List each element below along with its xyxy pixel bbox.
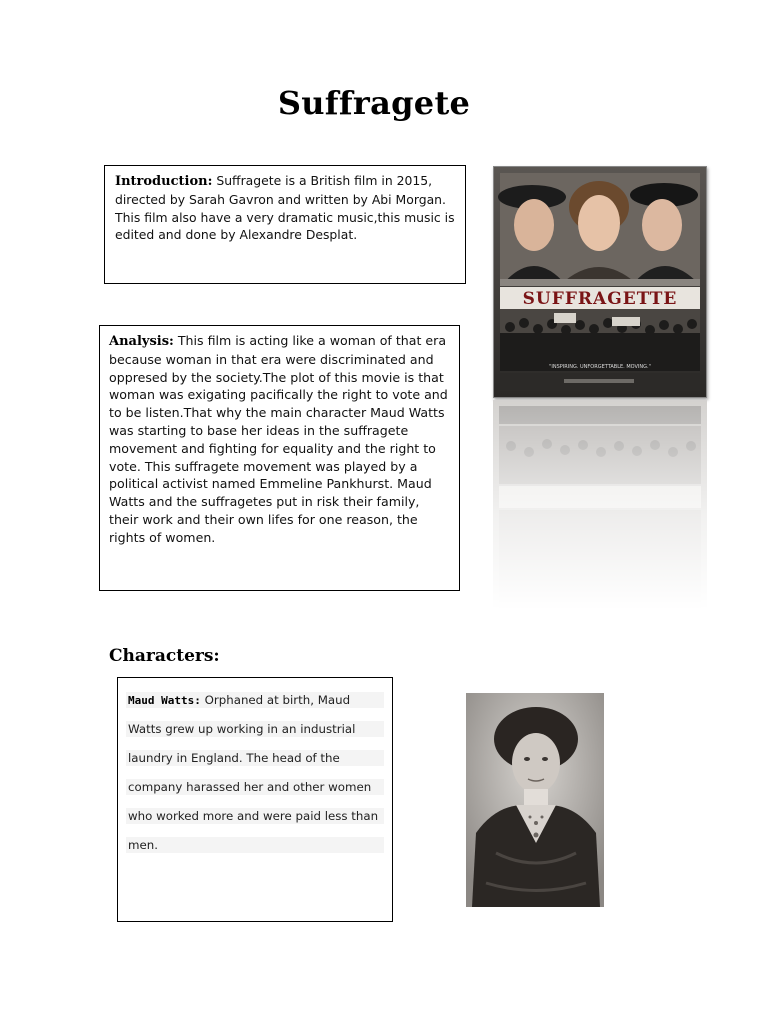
character-name: Maud Watts:: [128, 694, 201, 707]
character-line: who worked more and were paid less than: [126, 808, 384, 824]
poster-title: SUFFRAGETTE: [522, 289, 678, 309]
analysis-label: Analysis:: [109, 334, 174, 349]
analysis-paragraph: [109, 332, 450, 547]
poster-illustration: [494, 167, 706, 397]
portrait-photo: [466, 693, 604, 907]
analysis-text: This film is acting like a woman of that era because woman in that era were discriminated and oppresed by the society.The plot of this movie is that woman was exigating pacifically the right to vote and to be listen.That why the main character Maud Watts was starting to base her ideas in the suffragete movement and fighting for equality and the right to vote. This suffragete movement was played by a political activist named Emmeline Pankhurst. Maud Watts and the suffragetes put in risk their family, their work and their own lifes for one reason, the rights of women.: [109, 333, 448, 545]
character-line: men.: [126, 837, 384, 853]
character-text: Orphaned at birth, Maud: [200, 693, 351, 707]
character-portrait: [466, 693, 604, 907]
movie-poster: [493, 166, 707, 398]
character-box: [117, 677, 393, 922]
poster-reflection: [493, 400, 707, 610]
character-line: company harassed her and other women: [126, 779, 384, 795]
page-title: Suffragete: [277, 84, 471, 122]
character-line: [126, 692, 384, 708]
poster-tagline: "INSPIRING. UNFORGETTABLE. MOVING.": [549, 364, 651, 370]
reflection-graphic: [493, 400, 707, 610]
introduction-paragraph: [115, 172, 455, 244]
analysis-box: [99, 325, 460, 591]
character-line: Watts grew up working in an industrial: [126, 721, 384, 737]
introduction-label: Introduction:: [115, 174, 213, 189]
introduction-text: Suffragete is a British film in 2015, directed by Sarah Gavron and written by Abi Morgan. This film also have a very dramatic music,this music is edited and done by Alexandre Desplat.: [115, 173, 455, 243]
character-line: laundry in England. The head of the: [126, 750, 384, 766]
introduction-box: [104, 165, 466, 284]
characters-heading: Characters:: [109, 646, 220, 666]
